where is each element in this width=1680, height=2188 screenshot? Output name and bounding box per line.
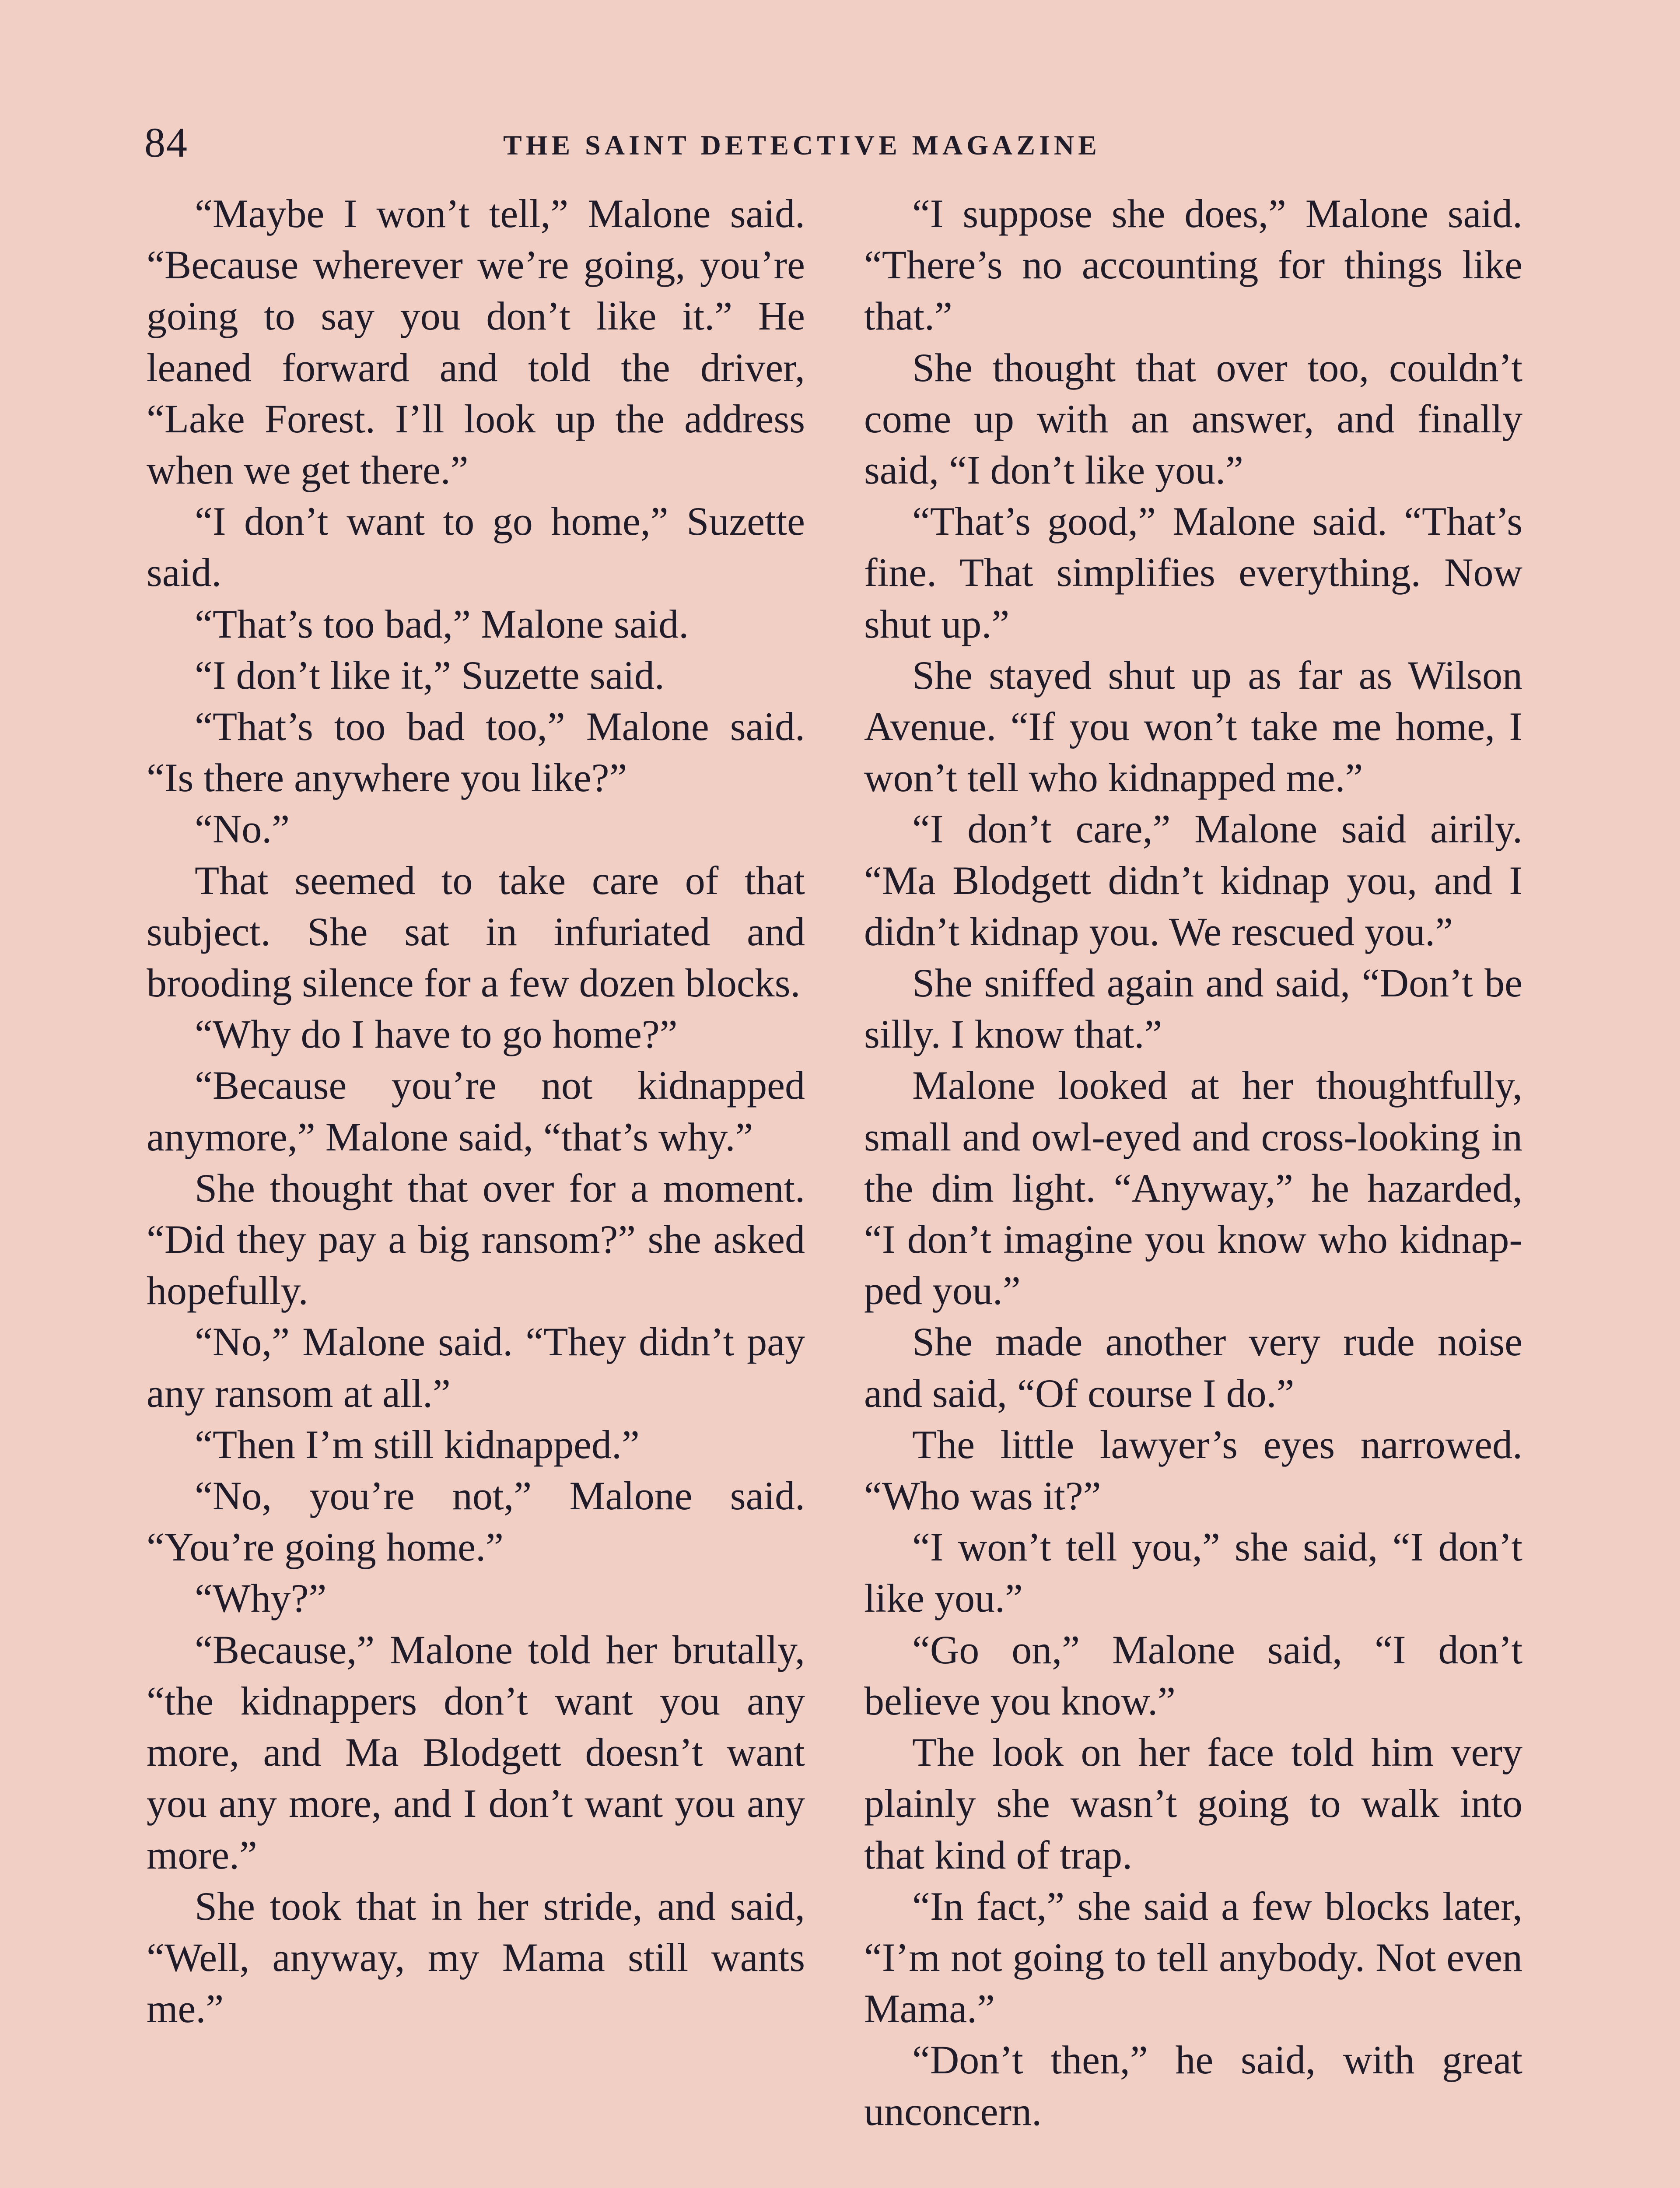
paragraph: “Why?” <box>195 1576 327 1621</box>
paragraph: “No,” Malone said. “They didn’t pay any ransom at all.” <box>147 1319 805 1416</box>
left-column <box>147 188 805 2034</box>
paragraph: She took that in her stride, and said, “Well, anyway, my Mama still wants me.” <box>147 1883 805 2031</box>
paragraph: She stayed shut up as far as Wilson Avenue. “If you won’t take me home, I won’t tell who kidnapped me.” <box>864 652 1522 800</box>
paragraph: “That’s too bad,” Malone said. <box>195 601 689 646</box>
paragraph: She thought that over too, couldn’t come up with an answer, and finally said, “I don’t like you.” <box>864 345 1522 493</box>
paragraph: “Because you’re not kidnapped anymore,” Malone said, “that’s why.” <box>147 1063 805 1159</box>
paragraph: “Maybe I won’t tell,” Malone said. “Because wherever we’re going, you’re going to say you don’t like it.” He leaned forward and told the driver, “Lake Forest. I’ll look up the address when we get there.” <box>147 191 805 493</box>
paragraph: That seemed to take care of that subject. She sat in infuriated and brooding silence for a few dozen blocks. <box>147 858 805 1006</box>
paragraph: “I don’t care,” Malone said airily. “Ma Blodgett didn’t kidnap you, and I didn’t kidnap you. We rescued you.” <box>864 806 1522 954</box>
paragraph: “Don’t then,” he said, with great unconcern. <box>864 2037 1522 2134</box>
paragraph: She made another very rude noise and said, “Of course I do.” <box>864 1319 1522 1416</box>
paragraph: “That’s too bad too,” Malone said. “Is there anywhere you like?” <box>147 704 805 800</box>
right-column <box>864 188 1522 2137</box>
paragraph: Malone looked at her thoughtfully, small and owl-eyed and cross-looking in the dim light. “Anyway,” he hazarded, “I don’t imagine you know who kidnapped you.” <box>864 1063 1522 1313</box>
paragraph: The little lawyer’s eyes narrowed. “Who was it?” <box>864 1422 1522 1518</box>
page-number: 84 <box>144 119 188 166</box>
paragraph: “I won’t tell you,” she said, “I don’t like you.” <box>864 1525 1522 1621</box>
paragraph: “Why do I have to go home?” <box>195 1012 678 1057</box>
paragraph: “In fact,” she said a few blocks later, “I’m not going to tell anybody. Not even Mama.” <box>864 1883 1522 2031</box>
paragraph: She sniffed again and said, “Don’t be silly. I know that.” <box>864 961 1522 1057</box>
running-head: THE SAINT DETECTIVE MAGAZINE <box>503 130 1101 161</box>
paragraph: She thought that over for a moment. “Did they pay a big ransom?” she asked hopefully. <box>147 1165 805 1313</box>
paragraph: “That’s good,” Malone said. “That’s fine. That simplifies everything. Now shut up.” <box>864 499 1522 646</box>
paragraph: “Go on,” Malone said, “I don’t believe you know.” <box>864 1627 1522 1723</box>
paragraph: “I don’t like it,” Suzette said. <box>195 652 665 698</box>
paragraph: “I don’t want to go home,” Suzette said. <box>147 499 805 595</box>
paragraph: “Then I’m still kidnapped.” <box>195 1422 640 1467</box>
paragraph: “No.” <box>195 806 290 852</box>
paragraph: “No, you’re not,” Malone said. “You’re going home.” <box>147 1473 805 1570</box>
paragraph: The look on her face told him very plainly she wasn’t going to walk into that kind of trap. <box>864 1730 1522 1877</box>
paragraph: “I suppose she does,” Malone said. “There’s no accounting for things like that.” <box>864 191 1522 339</box>
paragraph: “Because,” Malone told her brutally, “the kidnappers don’t want you any more, and Ma Blodgett doesn’t want you any more, and I don’t want you any more.” <box>147 1627 805 1877</box>
